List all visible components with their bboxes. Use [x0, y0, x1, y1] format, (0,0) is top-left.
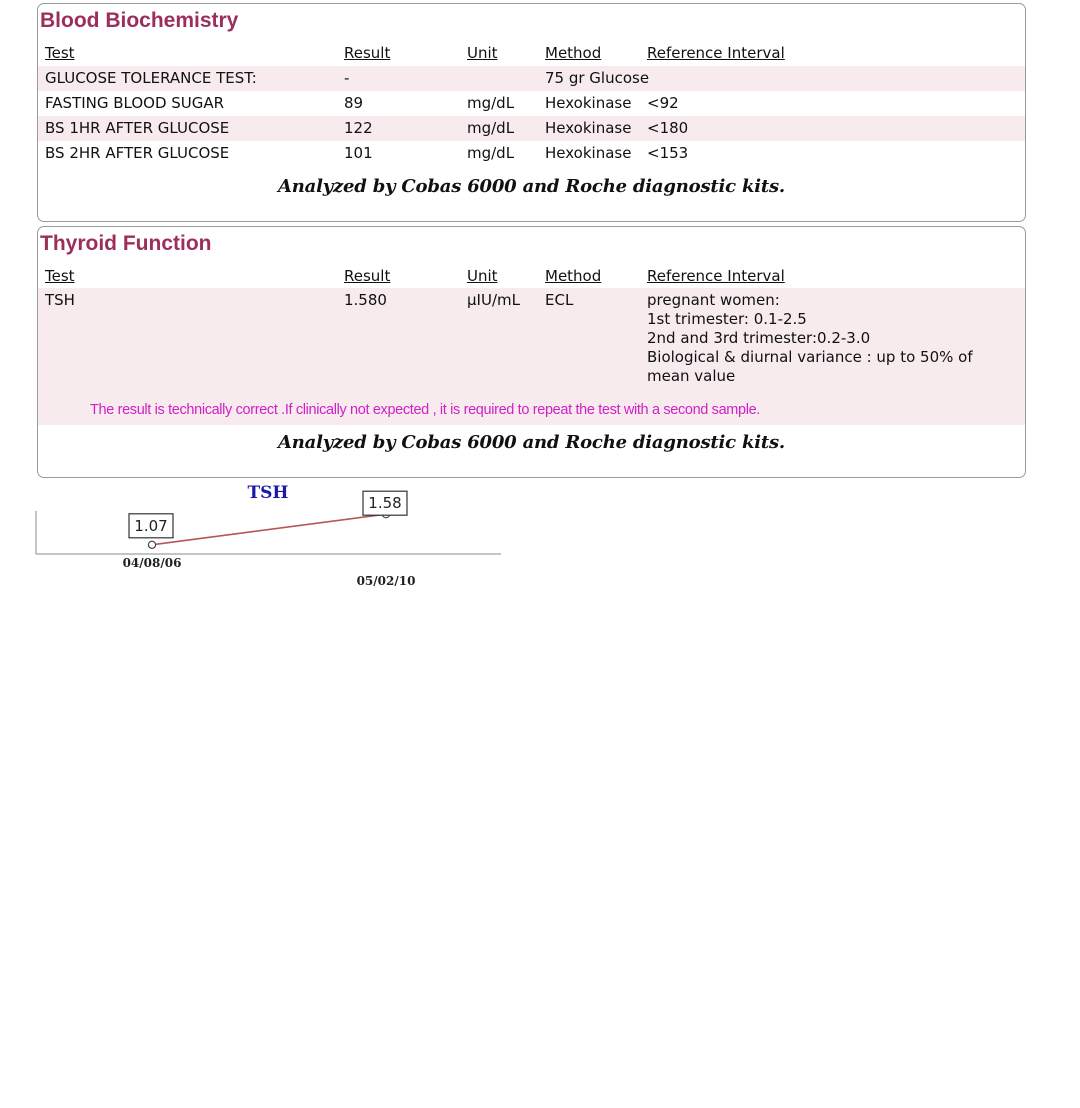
cell-unit: mg/dL: [467, 94, 515, 112]
cell-method: ECL: [545, 291, 574, 309]
cell-result: 101: [344, 144, 373, 162]
cell-method: Hexokinase: [545, 94, 632, 112]
cell-result: 122: [344, 119, 373, 137]
cell-test: FASTING BLOOD SUGAR: [45, 94, 225, 112]
table-row: [38, 91, 1025, 116]
table-row: [38, 288, 1025, 425]
cell-result: 89: [344, 94, 364, 112]
x-tick-label: 04/08/06: [122, 556, 182, 570]
header-test: Test: [45, 267, 75, 285]
header-reference: Reference Interval: [647, 267, 785, 285]
data-label: 1.07: [134, 516, 168, 535]
cell-method: Hexokinase: [545, 119, 632, 137]
technical-note: The result is technically correct .If clinically not expected , it is required to repeat the test with a second sample.: [90, 402, 760, 418]
reference-line: Biological & diurnal variance : up to 50% of mean value: [647, 348, 973, 385]
tsh-trend-chart: [0, 475, 520, 600]
header-method: Method: [545, 267, 602, 285]
chart-title: TSH: [247, 483, 289, 503]
cell-test: GLUCOSE TOLERANCE TEST:: [45, 69, 257, 87]
cell-result: 1.580: [344, 291, 387, 309]
cell-method: 75 gr Glucose: [545, 69, 650, 87]
table-header: [38, 41, 1025, 66]
cell-test: TSH: [45, 291, 75, 309]
blood-biochemistry-title: Blood Biochemistry: [40, 9, 239, 32]
table-header: [38, 264, 1025, 288]
cell-reference: <153: [647, 144, 689, 162]
header-unit: Unit: [467, 267, 498, 285]
x-tick-label: 05/02/10: [356, 574, 416, 588]
cell-unit: mg/dL: [467, 144, 515, 162]
table-row: [38, 116, 1025, 141]
data-label: 1.58: [368, 494, 402, 513]
thyroid-function-title: Thyroid Function: [40, 232, 212, 255]
reference-line: 2nd and 3rd trimester:0.2-3.0: [647, 329, 871, 347]
analyzed-by-text: Analyzed by Cobas 6000 and Roche diagnostic kits.: [277, 176, 786, 197]
cell-result: -: [344, 69, 350, 87]
cell-reference: [647, 291, 1019, 386]
cell-unit: μIU/mL: [467, 291, 520, 309]
thyroid-function-panel: [37, 226, 1026, 478]
tsh-series-line: [152, 514, 386, 545]
data-point: [148, 541, 155, 548]
analyzed-by-text: Analyzed by Cobas 6000 and Roche diagnostic kits.: [277, 432, 786, 453]
reference-line: 1st trimester: 0.1-2.5: [647, 310, 807, 328]
reference-line: pregnant women:: [647, 291, 780, 309]
blood-biochemistry-panel: [37, 3, 1026, 222]
header-test: Test: [45, 44, 75, 62]
header-result: Result: [344, 44, 391, 62]
cell-reference: <92: [647, 94, 679, 112]
table-row: [38, 141, 1025, 166]
cell-test: BS 1HR AFTER GLUCOSE: [45, 119, 230, 137]
header-method: Method: [545, 44, 602, 62]
header-reference: Reference Interval: [647, 44, 785, 62]
cell-method: Hexokinase: [545, 144, 632, 162]
cell-unit: mg/dL: [467, 119, 515, 137]
cell-reference: <180: [647, 119, 689, 137]
table-row: [38, 66, 1025, 91]
header-unit: Unit: [467, 44, 498, 62]
cell-test: BS 2HR AFTER GLUCOSE: [45, 144, 230, 162]
header-result: Result: [344, 267, 391, 285]
